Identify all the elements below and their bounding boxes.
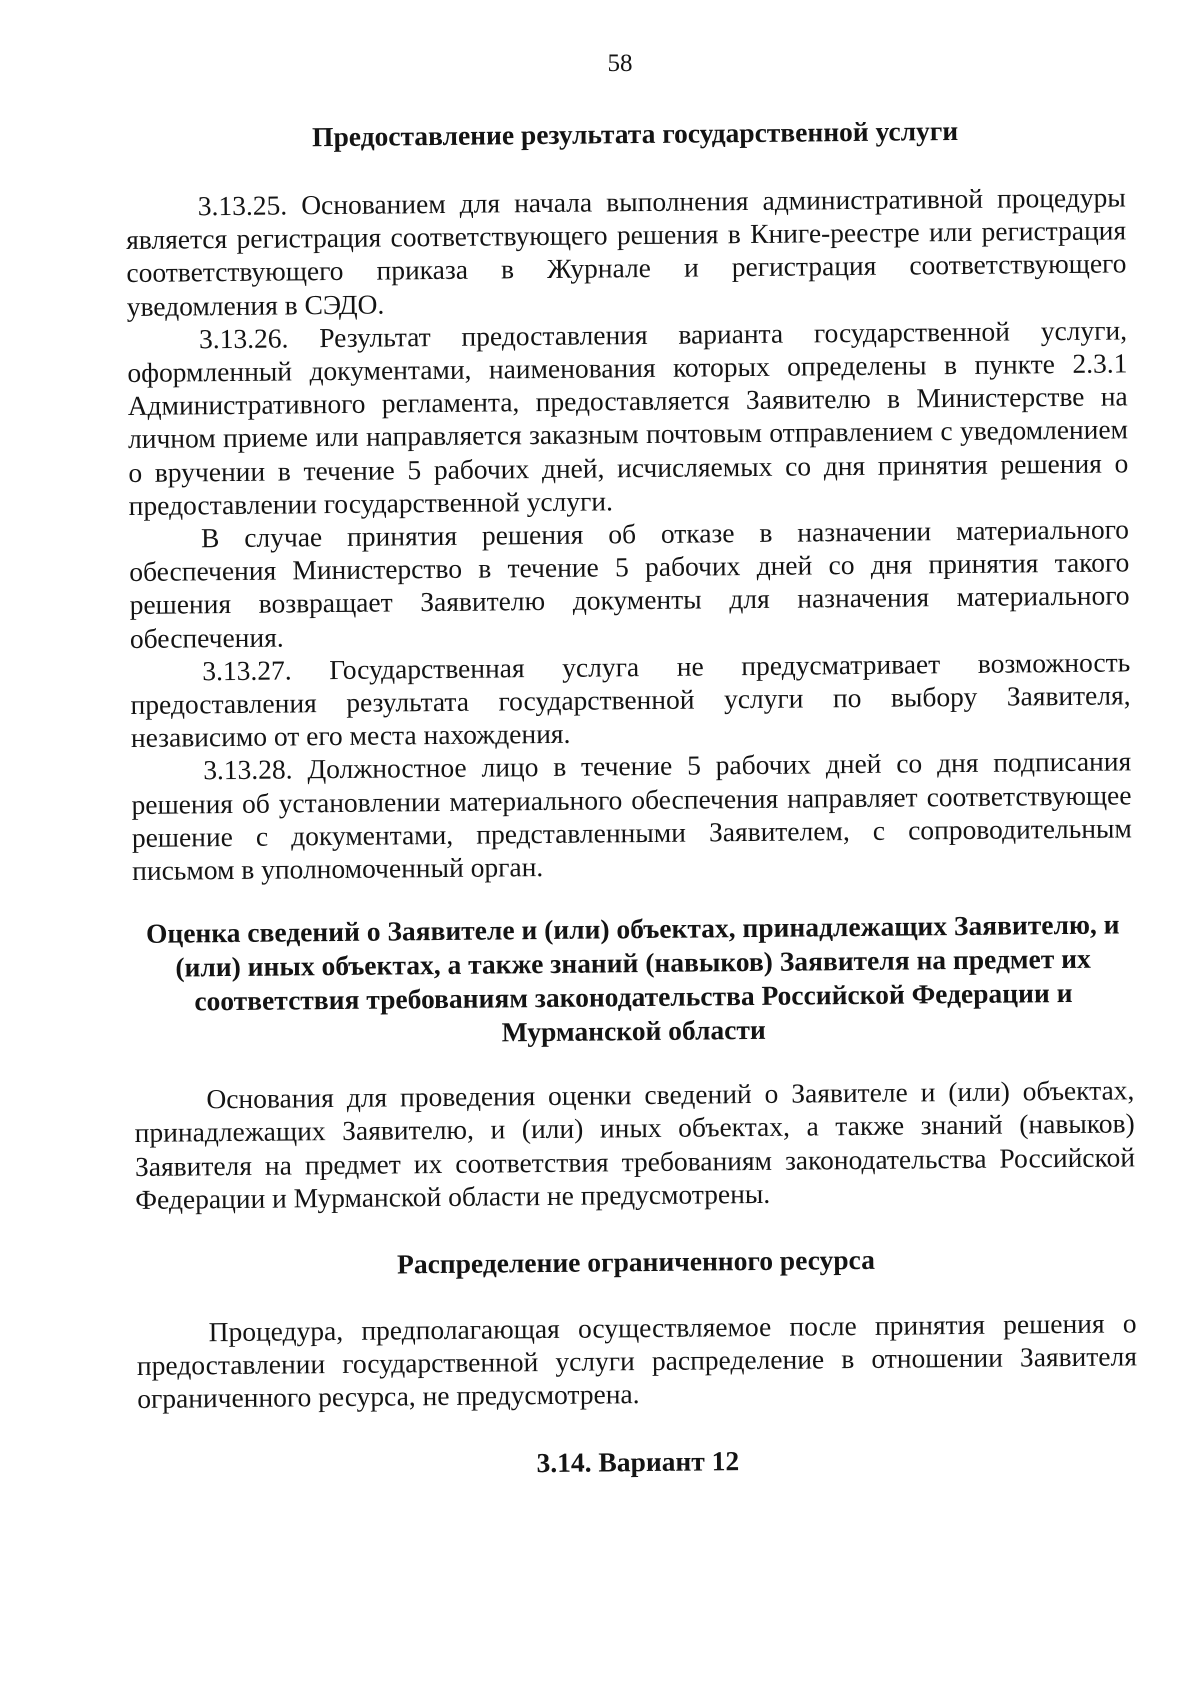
paragraph-3-13-26: 3.13.26. Результат предоставления варианта государственной услуги, оформленный документами, наименования которых определены в пункте 2.3.1 Административного регламента, предоставляется Заявителю в Министерстве на личном приеме или направляется заказным почтовым отправлением с уведомлением о вручении в течение 5 рабочих дней, исчисляемых со дня принятия решения о предоставлении государственной услуги.: [127, 314, 1129, 521]
section-heading-assessment: Оценка сведений о Заявителе и (или) объектах, принадлежащих Заявителю, и (или) иных объектах, а также знаний (навыков) Заявителя на предмет их соответствия требованиям законодательства Российской Федерации и Мурманской области: [145, 908, 1120, 1048]
paragraph-assessment-grounds: Основания для проведения оценки сведений о Заявителе и (или) объектах, принадлежащих Заявителю, и (или) иных объектах, а также знаний (навыков) Заявителя на предмет их соответствия требованиям законодательства Российской Федерации и Мурманской области не предусмотрены.: [134, 1074, 1136, 1215]
page-number: 58: [607, 50, 633, 77]
section-heading-variant-12: 3.14. Вариант 12: [536, 1444, 740, 1478]
paragraph-3-13-25: 3.13.25. Основанием для начала выполнения административной процедуры является регистрация соответствующего решения в Книге-реестре или регистрация соответствующего приказа в Журнале и регистрация соответствующего уведомления в СЭДО.: [125, 181, 1127, 322]
page-content: [125, 112, 1138, 1483]
paragraph-3-13-27: 3.13.27. Государственная услуга не предусматривает возможность предоставления результата государственной услуги по выбору Заявителя, независимо от его места нахождения.: [130, 646, 1131, 754]
paragraph-resource-procedure: Процедура, предполагающая осуществляемое после принятия решения о предоставлении государственной услуги распределение в отношении Заявителя ограниченного ресурса, не предусмотрена.: [136, 1307, 1138, 1415]
paragraph-3-13-28: 3.13.28. Должностное лицо в течение 5 рабочих дней со дня подписания решения об установлении материального обеспечения направляет соответствующее решение с документами, представленными Заявителем, с сопроводительным письмом в уполномоченный орган.: [131, 745, 1132, 887]
section-heading-resource-distribution: Распределение ограниченного ресурса: [396, 1243, 876, 1280]
section-heading-result: Предоставление результата государственной услуги: [311, 115, 959, 153]
paragraph-refusal-case: В случае принятия решения об отказе в назначении материального обеспечения Министерство в течение 5 рабочих дней со дня принятия такого решения возвращает Заявителю документы для назначения материального обеспечения.: [129, 513, 1130, 654]
